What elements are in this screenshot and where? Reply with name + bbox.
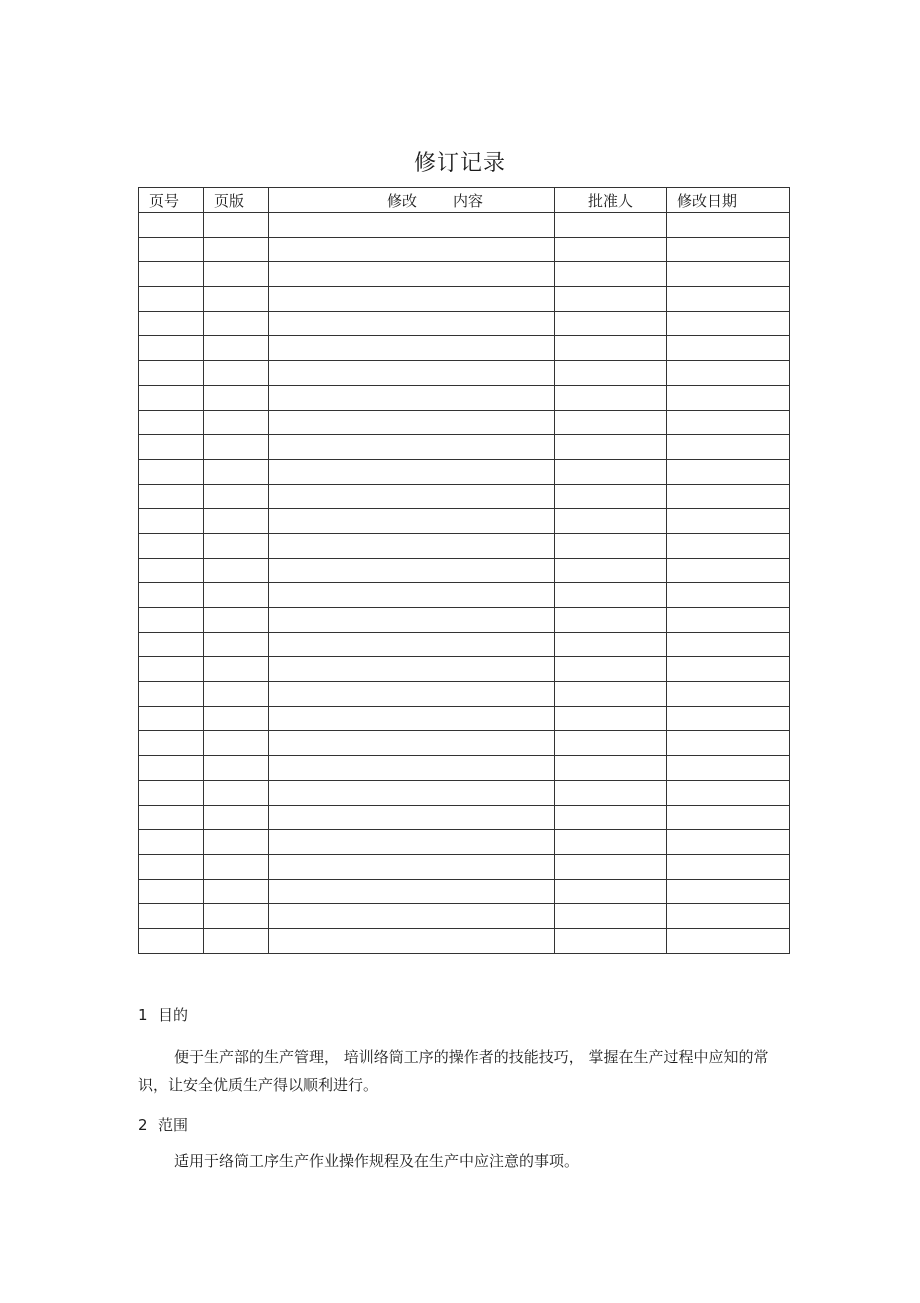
table-cell — [269, 410, 555, 435]
table-cell — [204, 608, 269, 633]
table-cell — [269, 830, 555, 855]
header-content-b: 内容 — [453, 191, 484, 210]
table-cell — [555, 780, 667, 805]
header-date: 修改日期 — [667, 188, 790, 213]
table-cell — [139, 287, 204, 312]
table-row — [139, 361, 790, 386]
table-cell — [269, 213, 555, 238]
table-cell — [269, 731, 555, 756]
table-row — [139, 410, 790, 435]
table-cell — [139, 731, 204, 756]
header-page-version: 页版 — [204, 188, 269, 213]
table-row — [139, 608, 790, 633]
table-cell — [139, 904, 204, 929]
table-cell — [667, 854, 790, 879]
table-cell — [667, 583, 790, 608]
table-cell — [204, 682, 269, 707]
table-cell — [139, 385, 204, 410]
section-1-text: 便于生产部的生产管理， 培训络筒工序的操作者的技能技巧， 掌握在生产过程中应知的常识，让安全优质生产得以顺利进行。 — [138, 1048, 769, 1094]
table-cell — [204, 287, 269, 312]
table-cell — [139, 484, 204, 509]
header-approver: 批准人 — [555, 188, 667, 213]
table-cell — [269, 509, 555, 534]
table-cell — [139, 608, 204, 633]
table-row — [139, 879, 790, 904]
table-cell — [667, 435, 790, 460]
table-row — [139, 558, 790, 583]
header-content-a: 修改 — [387, 191, 418, 210]
table-cell — [667, 410, 790, 435]
table-row — [139, 928, 790, 953]
table-cell — [269, 780, 555, 805]
table-cell — [204, 237, 269, 262]
table-cell — [139, 780, 204, 805]
table-cell — [667, 213, 790, 238]
page-title: 修订记录 — [413, 151, 506, 176]
table-row — [139, 237, 790, 262]
section-2-body — [138, 1147, 778, 1175]
table-cell — [269, 756, 555, 781]
table-row — [139, 311, 790, 336]
table-cell — [555, 484, 667, 509]
table-row — [139, 830, 790, 855]
table-cell — [667, 336, 790, 361]
section-1-body — [138, 1043, 778, 1099]
section-1-number: 1 — [138, 1006, 148, 1024]
table-cell — [667, 780, 790, 805]
table-cell — [555, 287, 667, 312]
table-cell — [555, 854, 667, 879]
table-cell — [269, 657, 555, 682]
table-cell — [667, 928, 790, 953]
table-cell — [667, 706, 790, 731]
table-row — [139, 213, 790, 238]
section-2-heading — [138, 1114, 188, 1135]
table-cell — [269, 237, 555, 262]
section-2-title: 范围 — [158, 1116, 189, 1134]
table-cell — [139, 632, 204, 657]
table-row — [139, 385, 790, 410]
table-cell — [139, 336, 204, 361]
table-cell — [555, 608, 667, 633]
table-cell — [269, 311, 555, 336]
table-cell — [204, 780, 269, 805]
table-row — [139, 780, 790, 805]
table-cell — [667, 756, 790, 781]
table-cell — [204, 311, 269, 336]
table-row — [139, 904, 790, 929]
table-cell — [139, 805, 204, 830]
table-cell — [555, 435, 667, 460]
table-cell — [555, 879, 667, 904]
table-body — [139, 213, 790, 954]
header-content — [269, 188, 555, 213]
table-cell — [139, 213, 204, 238]
table-row — [139, 583, 790, 608]
table-cell — [555, 904, 667, 929]
table-cell — [204, 262, 269, 287]
table-cell — [139, 435, 204, 460]
table-cell — [204, 854, 269, 879]
section-2-number: 2 — [138, 1116, 148, 1134]
table-cell — [204, 213, 269, 238]
table-cell — [139, 361, 204, 386]
table-cell — [555, 533, 667, 558]
table-cell — [555, 459, 667, 484]
table-row — [139, 682, 790, 707]
table-cell — [204, 904, 269, 929]
table-cell — [139, 928, 204, 953]
table-cell — [139, 262, 204, 287]
table-cell — [204, 459, 269, 484]
table-cell — [555, 731, 667, 756]
table-cell — [139, 509, 204, 534]
table-cell — [139, 756, 204, 781]
table-header-row — [139, 188, 790, 213]
table-cell — [269, 361, 555, 386]
table-cell — [555, 805, 667, 830]
table-cell — [269, 459, 555, 484]
table-cell — [667, 682, 790, 707]
table-cell — [139, 410, 204, 435]
table-cell — [139, 533, 204, 558]
table-row — [139, 657, 790, 682]
table-cell — [555, 756, 667, 781]
table-cell — [269, 385, 555, 410]
table-row — [139, 459, 790, 484]
table-cell — [204, 509, 269, 534]
table-cell — [555, 830, 667, 855]
revision-table — [138, 187, 790, 954]
table-cell — [555, 706, 667, 731]
table-cell — [555, 657, 667, 682]
section-2-text: 适用于络筒工序生产作业操作规程及在生产中应注意的事项。 — [174, 1152, 580, 1170]
table-cell — [139, 583, 204, 608]
table-cell — [555, 385, 667, 410]
table-cell — [555, 632, 667, 657]
table-cell — [269, 262, 555, 287]
table-cell — [269, 854, 555, 879]
table-cell — [269, 608, 555, 633]
table-cell — [139, 311, 204, 336]
table-cell — [204, 336, 269, 361]
table-cell — [555, 213, 667, 238]
table-cell — [269, 484, 555, 509]
table-cell — [555, 558, 667, 583]
table-cell — [269, 435, 555, 460]
table-cell — [555, 336, 667, 361]
table-cell — [204, 805, 269, 830]
table-cell — [667, 558, 790, 583]
table-cell — [139, 459, 204, 484]
table-cell — [667, 484, 790, 509]
table-cell — [269, 706, 555, 731]
table-cell — [139, 682, 204, 707]
table-cell — [667, 509, 790, 534]
table-cell — [204, 385, 269, 410]
table-cell — [667, 805, 790, 830]
table-row — [139, 435, 790, 460]
table-row — [139, 287, 790, 312]
table-cell — [204, 632, 269, 657]
table-cell — [269, 682, 555, 707]
header-page-no: 页号 — [139, 188, 204, 213]
table-cell — [139, 558, 204, 583]
table-cell — [667, 608, 790, 633]
table-cell — [667, 361, 790, 386]
table-cell — [667, 385, 790, 410]
table-cell — [204, 879, 269, 904]
table-cell — [269, 805, 555, 830]
table-cell — [555, 311, 667, 336]
table-row — [139, 262, 790, 287]
table-cell — [269, 287, 555, 312]
table-cell — [667, 904, 790, 929]
table-cell — [667, 237, 790, 262]
table-cell — [555, 262, 667, 287]
table-row — [139, 533, 790, 558]
table-cell — [139, 830, 204, 855]
table-cell — [269, 533, 555, 558]
table-cell — [667, 731, 790, 756]
table-cell — [555, 583, 667, 608]
table-cell — [667, 459, 790, 484]
section-1-heading — [138, 1004, 188, 1025]
table-cell — [269, 583, 555, 608]
table-cell — [204, 361, 269, 386]
table-cell — [204, 583, 269, 608]
table-cell — [139, 879, 204, 904]
table-cell — [269, 928, 555, 953]
table-cell — [667, 533, 790, 558]
table-row — [139, 509, 790, 534]
table-cell — [555, 361, 667, 386]
table-cell — [139, 854, 204, 879]
table-row — [139, 854, 790, 879]
table-cell — [204, 484, 269, 509]
table-cell — [139, 706, 204, 731]
table-cell — [667, 262, 790, 287]
table-row — [139, 756, 790, 781]
table-cell — [555, 509, 667, 534]
section-1-title: 目的 — [158, 1006, 189, 1024]
table-cell — [667, 311, 790, 336]
table-cell — [204, 435, 269, 460]
table-row — [139, 336, 790, 361]
table-cell — [204, 410, 269, 435]
table-row — [139, 706, 790, 731]
table-row — [139, 731, 790, 756]
table-cell — [204, 558, 269, 583]
table-cell — [139, 237, 204, 262]
table-cell — [204, 731, 269, 756]
table-cell — [555, 682, 667, 707]
table-cell — [667, 830, 790, 855]
table-cell — [139, 657, 204, 682]
table-cell — [269, 336, 555, 361]
table-cell — [667, 287, 790, 312]
table-cell — [269, 632, 555, 657]
table-cell — [269, 879, 555, 904]
table-cell — [204, 756, 269, 781]
table-cell — [204, 657, 269, 682]
table-cell — [204, 533, 269, 558]
table-cell — [204, 830, 269, 855]
table-cell — [555, 237, 667, 262]
table-cell — [667, 657, 790, 682]
table-cell — [269, 904, 555, 929]
table-cell — [667, 632, 790, 657]
table-row — [139, 484, 790, 509]
table-row — [139, 632, 790, 657]
table-cell — [204, 928, 269, 953]
table-cell — [667, 879, 790, 904]
table-cell — [555, 410, 667, 435]
table-cell — [269, 558, 555, 583]
table-row — [139, 805, 790, 830]
table-cell — [204, 706, 269, 731]
table-cell — [555, 928, 667, 953]
